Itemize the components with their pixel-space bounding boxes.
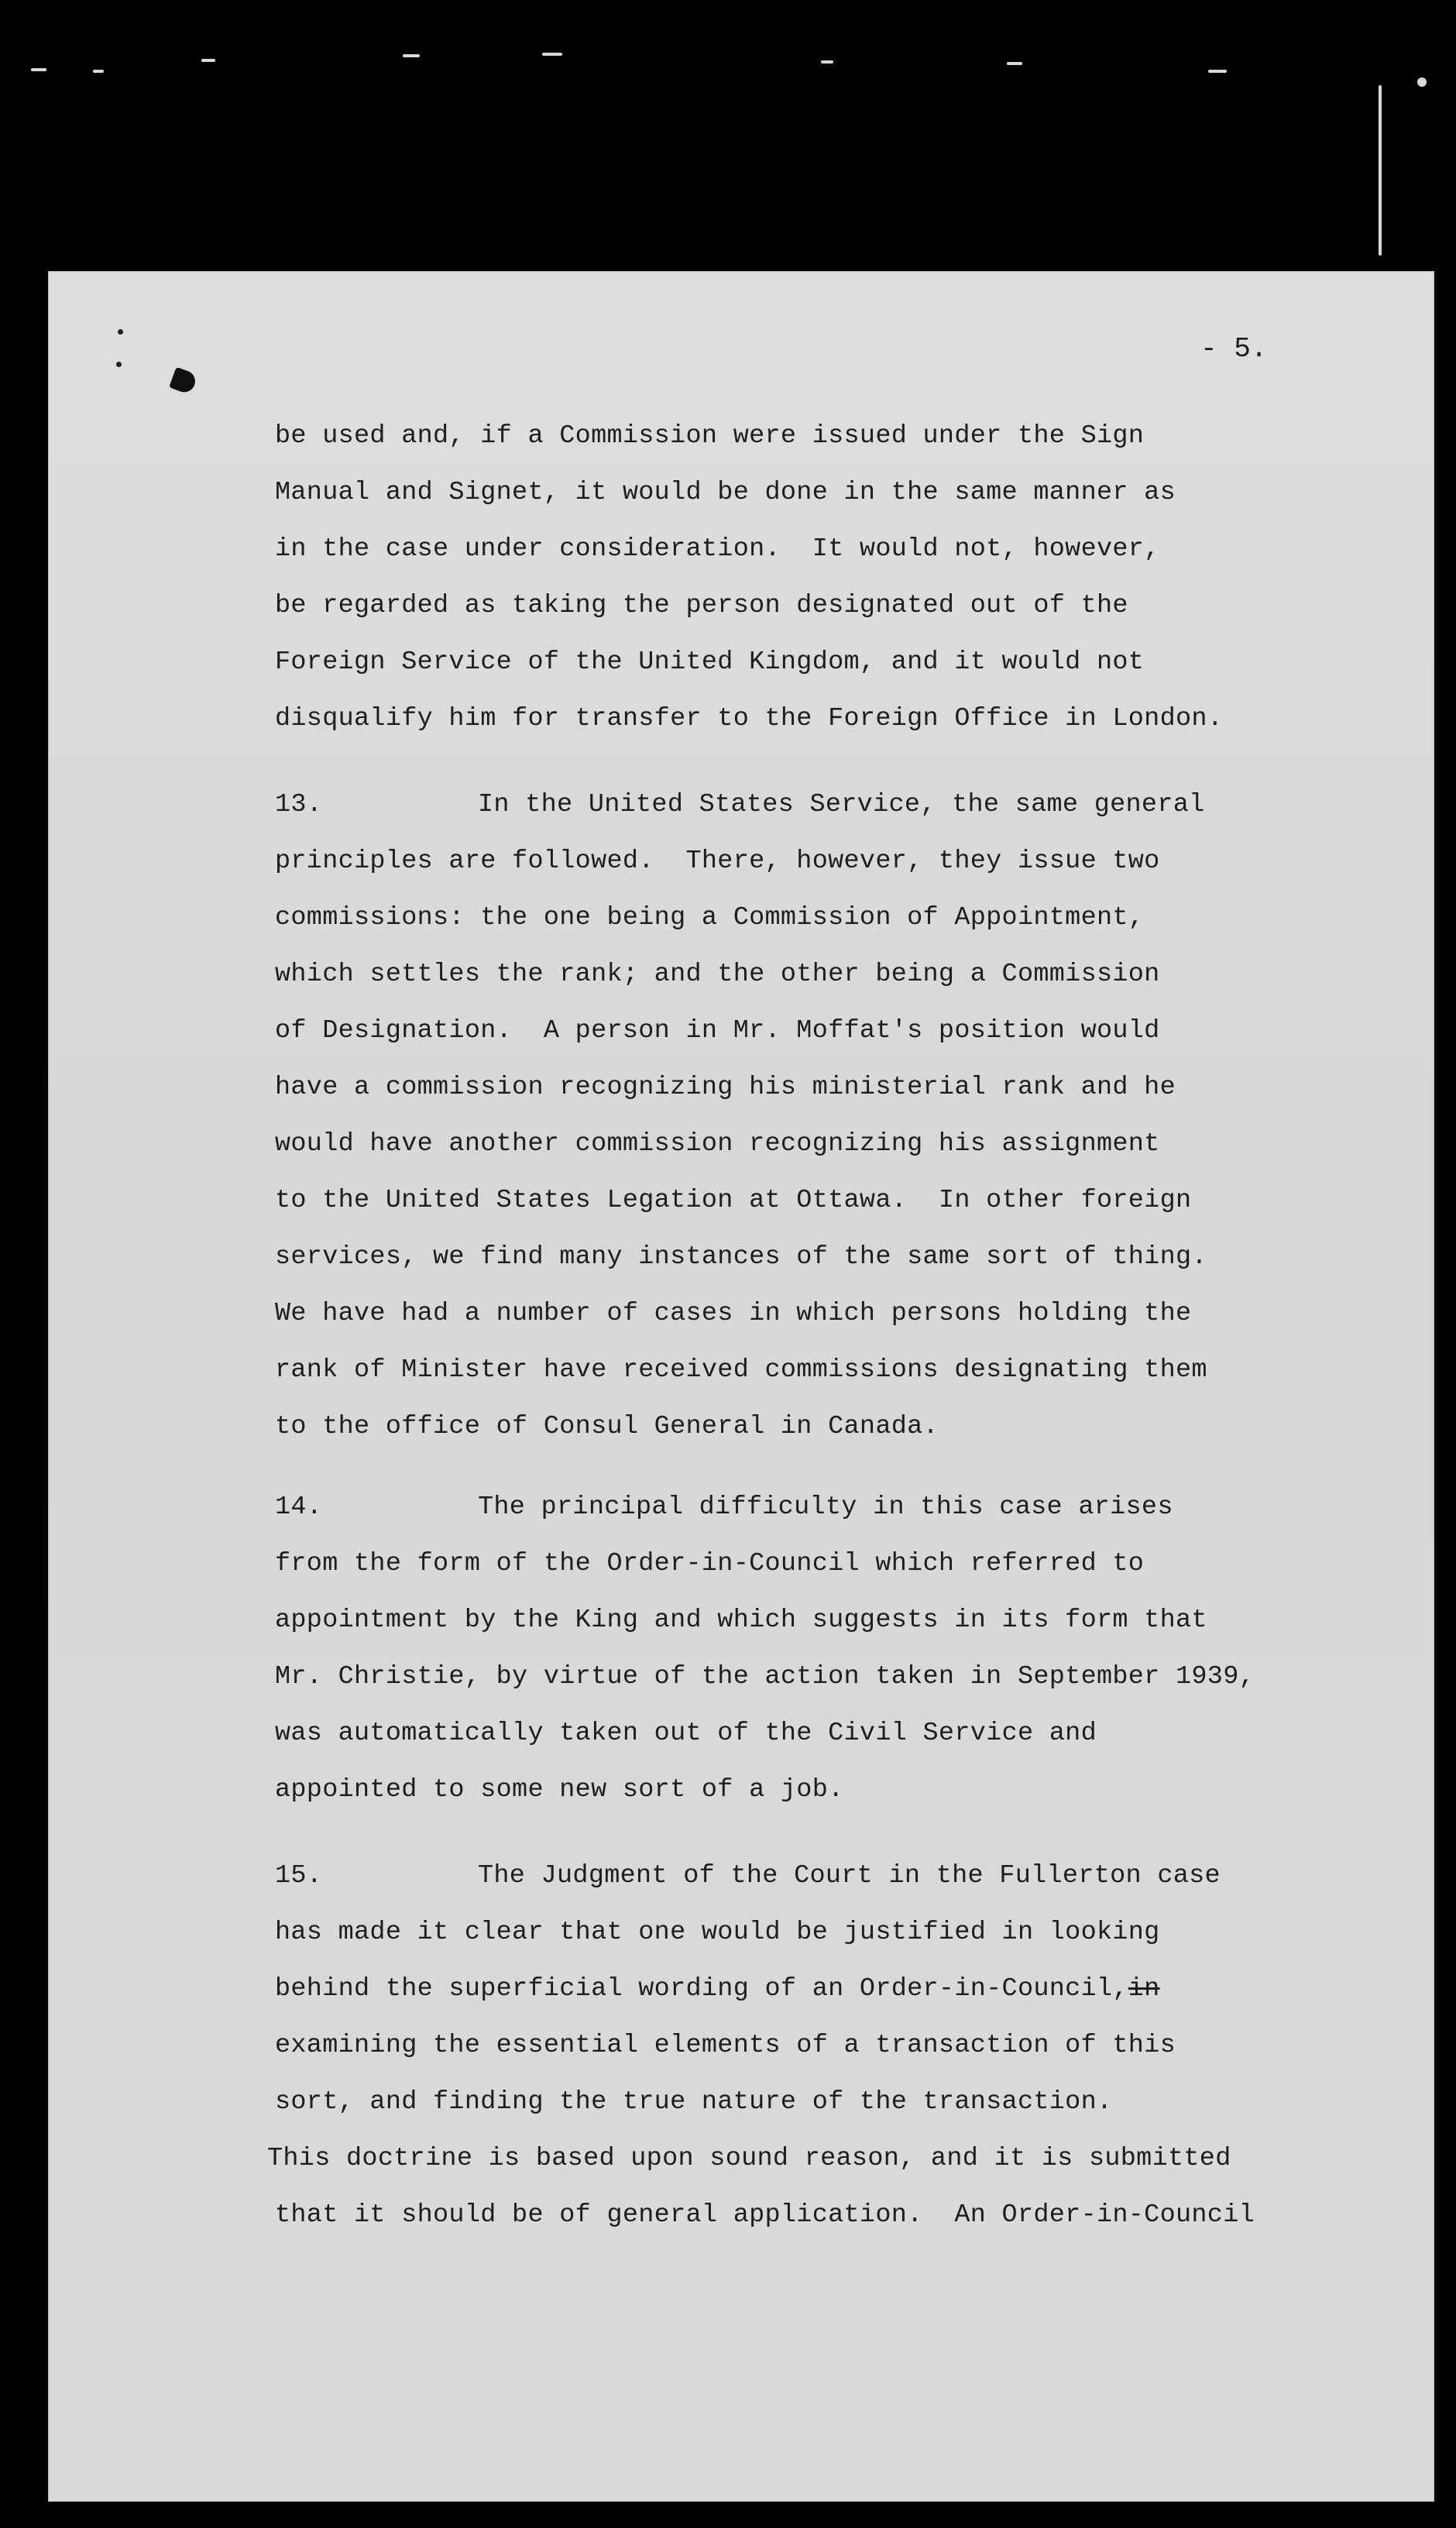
film-bottom-edge	[0, 2513, 1456, 2528]
text-line: to the office of Consul General in Canada.	[275, 1412, 939, 1441]
paragraph-number: 15.	[275, 1861, 323, 1891]
text-line: This doctrine is based upon sound reason, and it is submitted	[267, 2144, 1231, 2173]
text-line: would have another commission recognizing his assignment	[275, 1129, 1160, 1159]
paragraph-15	[267, 1848, 1375, 2244]
text-line: that it should be of general application. An Order-in-Council	[275, 2200, 1255, 2230]
text-line: We have had a number of cases in which persons holding the	[275, 1299, 1192, 1328]
text-line	[275, 1848, 1375, 1905]
text-line: in the case under consideration. It would not, however,	[275, 534, 1160, 564]
film-edge-mark	[1417, 77, 1427, 87]
film-edge-mark	[31, 68, 46, 71]
text-line: has made it clear that one would be justified in looking	[275, 1918, 1160, 1947]
struck-word: in	[1128, 1974, 1160, 2004]
text-line: appointment by the King and which suggests in its form that	[275, 1606, 1207, 1635]
film-edge-mark	[1007, 62, 1022, 65]
text-line-content: behind the superficial wording of an Order-in-Council,	[275, 1974, 1128, 2004]
text-line-content: The Judgment of the Court in the Fullerton case	[478, 1861, 1221, 1891]
text-line: rank of Minister have received commissions designating them	[275, 1355, 1207, 1385]
text-line: to the United States Legation at Ottawa. In other foreign	[275, 1186, 1192, 1215]
text-line: sort, and finding the true nature of the transaction.	[275, 2087, 1113, 2117]
text-line: appointed to some new sort of a job.	[275, 1775, 844, 1805]
text-line-content: The principal difficulty in this case arises	[478, 1492, 1173, 1522]
text-line: Manual and Signet, it would be done in the same manner as	[275, 478, 1176, 507]
paragraph-number: 14.	[275, 1492, 323, 1522]
film-edge-mark	[1379, 85, 1382, 256]
film-edge-mark	[1208, 70, 1227, 73]
film-edge-mark	[542, 53, 562, 56]
text-line: which settles the rank; and the other being a Commission	[275, 960, 1160, 989]
text-line	[275, 1961, 1375, 2018]
film-edge-mark	[93, 70, 104, 73]
text-line	[275, 1479, 1375, 1536]
film-edge-mark	[821, 60, 833, 64]
paragraph-number: 13.	[275, 790, 323, 819]
text-line: disqualify him for transfer to the Foreign Office in London.	[275, 704, 1224, 733]
text-line: principles are followed. There, however, they issue two	[275, 847, 1160, 876]
text-line: have a commission recognizing his ministerial rank and he	[275, 1073, 1176, 1102]
page-number: - 5.	[1200, 333, 1268, 365]
text-line	[275, 777, 1375, 833]
text-line: be regarded as taking the person designated out of the	[275, 591, 1128, 620]
film-edge-mark	[201, 59, 215, 62]
film-edge-mark	[403, 54, 420, 57]
text-line: Foreign Service of the United Kingdom, and it would not	[275, 647, 1145, 677]
text-line-content: In the United States Service, the same general	[478, 790, 1205, 819]
margin-dot	[116, 362, 122, 367]
paragraph-continued	[275, 408, 1375, 747]
text-line: Mr. Christie, by virtue of the action taken in September 1939,	[275, 1662, 1255, 1692]
text-line: commissions: the one being a Commission of Appointment,	[275, 903, 1145, 933]
text-line: be used and, if a Commission were issued under the Sign	[275, 421, 1145, 451]
paragraph-13	[275, 777, 1375, 1455]
text-line: of Designation. A person in Mr. Moffat's position would	[275, 1016, 1160, 1046]
text-line: was automatically taken out of the Civil Service and	[275, 1719, 1097, 1748]
text-line: services, we find many instances of the same sort of thing.	[275, 1242, 1207, 1272]
text-line: examining the essential elements of a transaction of this	[275, 2031, 1176, 2060]
text-line: from the form of the Order-in-Council which referred to	[275, 1549, 1145, 1578]
paragraph-14	[275, 1479, 1375, 1819]
margin-dot	[118, 329, 123, 335]
